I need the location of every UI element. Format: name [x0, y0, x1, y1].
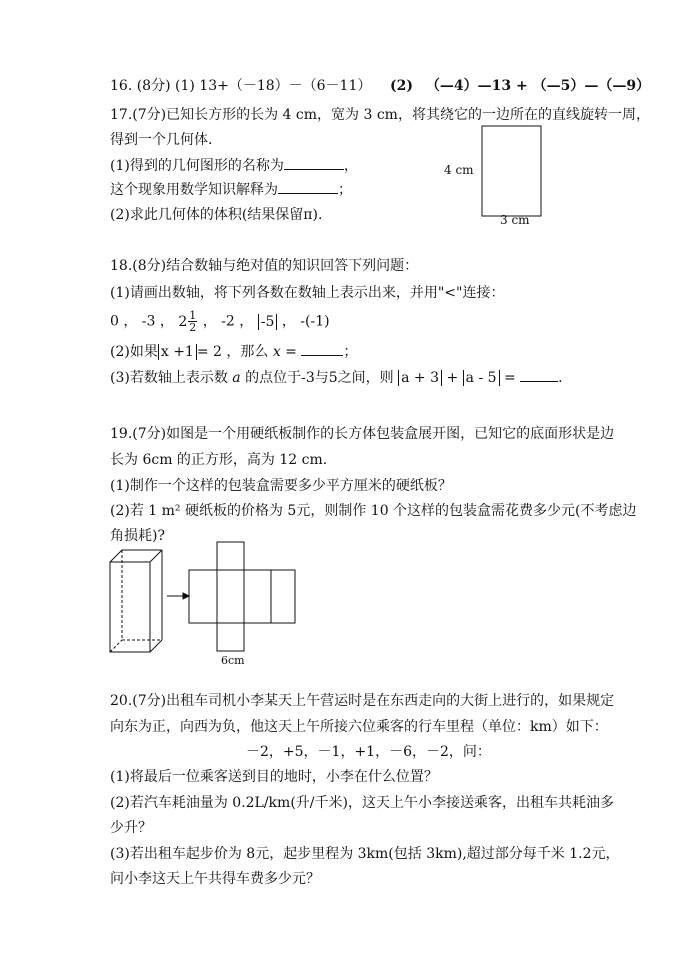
- q20-line-4: (1)将最后一位乘客送到目的地时，小李在什么位置？: [110, 769, 438, 785]
- variable-x: x =: [272, 344, 297, 360]
- variable-a: a: [232, 370, 241, 386]
- q20-line-7: (3)若出租车起步价为 8元，起步里程为 3km(包括 3km),超过部分每千米 1.2元，: [110, 846, 620, 862]
- answer-blank: [520, 381, 558, 382]
- fraction: [188, 310, 197, 333]
- q20-line-6: 少升？: [110, 820, 152, 836]
- mixed-whole: 2: [178, 313, 188, 330]
- q19-line-1: 19.(7分)如图是一个用硬纸板制作的长方体包装盒展开图，已知它的底面形状是边: [110, 426, 615, 442]
- q18-line-4: [110, 343, 357, 361]
- q18-numbers-a: 0 ， -3 ，: [110, 313, 174, 330]
- q17-line-4: [110, 181, 352, 199]
- q18-line-5: [110, 369, 563, 387]
- q16-part-2-label: (2): [390, 78, 413, 94]
- q18-part-3-text: (3)若数轴上表示数: [110, 370, 228, 386]
- q17-part-1-text: (1)得到的几何图形的名称为: [110, 158, 284, 174]
- q18-number-list: [110, 310, 330, 333]
- q20-line-3: －2，+5，－1，+1，－6，－2，问：: [246, 744, 491, 760]
- question-16: [110, 77, 371, 95]
- answer-blank: [284, 169, 344, 170]
- q18-part-2-mid: = 2 ，那么: [196, 344, 269, 360]
- q17-part-1-end: ，: [343, 158, 358, 174]
- rectangle-figure: [430, 120, 560, 234]
- q17-explanation-end: ；: [338, 182, 352, 198]
- q18-numbers-c: ， -(-1): [281, 313, 330, 330]
- q20-line-5: (2)若汽车耗油量为 0.2L/km(升/千米)，这天上午小李接送乘客，出租车共耗油多: [110, 795, 614, 811]
- box-net-figure: [105, 540, 305, 674]
- absolute-value: a + 3: [398, 370, 442, 386]
- width-label: 3 cm: [500, 213, 530, 227]
- q18-part-2-end: ；: [343, 344, 358, 360]
- q19-line-5: 角损耗)?: [110, 528, 165, 544]
- q16-expression-2: （—4）—13 + （—5）—（—9）: [425, 78, 651, 94]
- equals-sign: =: [503, 370, 516, 386]
- q19-line-2: 长为 6cm 的正方形，高为 12 cm.: [110, 452, 328, 468]
- arrow: [167, 593, 189, 599]
- absolute-value: a - 5: [463, 370, 500, 386]
- q17-line-5: (2)求此几何体的体积(结果保留π).: [110, 207, 323, 223]
- length-label: 4 cm: [444, 163, 474, 177]
- cuboid-drawing: [110, 550, 162, 652]
- q20-line-2: 向东为正，向西为负，他这天上午所接六位乘客的行车里程（单位：km）如下：: [110, 719, 608, 735]
- answer-blank: [301, 355, 343, 356]
- q19-line-3: (1)制作一个这样的包装盒需要多少平方厘米的硬纸板？: [110, 478, 452, 494]
- q16-expression-1: 13+（－18）－（6－11）: [199, 78, 372, 94]
- q19-line-4: (2)若 1 m² 硬纸板的价格为 5元，则制作 10 个这样的包装盒需花费多少元(不考虑边: [110, 503, 637, 519]
- q17-line-1: 17.(7分)已知长方形的长为 4 cm，宽为 3 cm，将其绕它的一边所在的直线旋转一周，: [110, 107, 650, 123]
- mixed-number: [178, 309, 198, 334]
- q18-part-2-text: (2)如果: [110, 344, 158, 360]
- q20-line-8: 问小李这天上午共得车费多少元？: [110, 871, 320, 887]
- q18-line-2: (1)请画出数轴，将下列各数在数轴上表示出来，并用"<"连接：: [110, 285, 505, 301]
- answer-blank: [278, 193, 338, 194]
- q20-line-1: 20.(7分)出租车司机小李某天上午营运时是在东西走向的大街上进行的，如果规定: [110, 693, 615, 709]
- fraction-numerator: 1: [189, 309, 197, 322]
- q17-line-2: 得到一个几何体.: [110, 132, 213, 148]
- fraction-denominator: 2: [189, 321, 197, 334]
- unfolded-net: [189, 542, 295, 651]
- q18-line-1: 18.(8分)结合数轴与绝对值的知识回答下列问题：: [110, 258, 419, 274]
- q17-explanation-text: 这个现象用数学知识解释为: [110, 182, 278, 198]
- net-dimension-label: 6cm: [221, 654, 245, 667]
- absolute-value: x +1: [158, 344, 197, 360]
- q17-line-3: [110, 157, 358, 175]
- plus-sign: +: [446, 370, 459, 386]
- q18-part-3-range: -3与5之间，则: [301, 370, 394, 386]
- q16-part-2: [390, 77, 650, 95]
- q18-numbers-b: ， -2 ，: [202, 313, 254, 330]
- absolute-value: -5: [258, 314, 278, 330]
- q18-part-3-end: .: [558, 370, 563, 386]
- q18-part-3-mid: 的点位于: [245, 370, 302, 386]
- rectangle-shape: [482, 126, 541, 216]
- q16-label: 16. (8分) (1): [110, 78, 195, 94]
